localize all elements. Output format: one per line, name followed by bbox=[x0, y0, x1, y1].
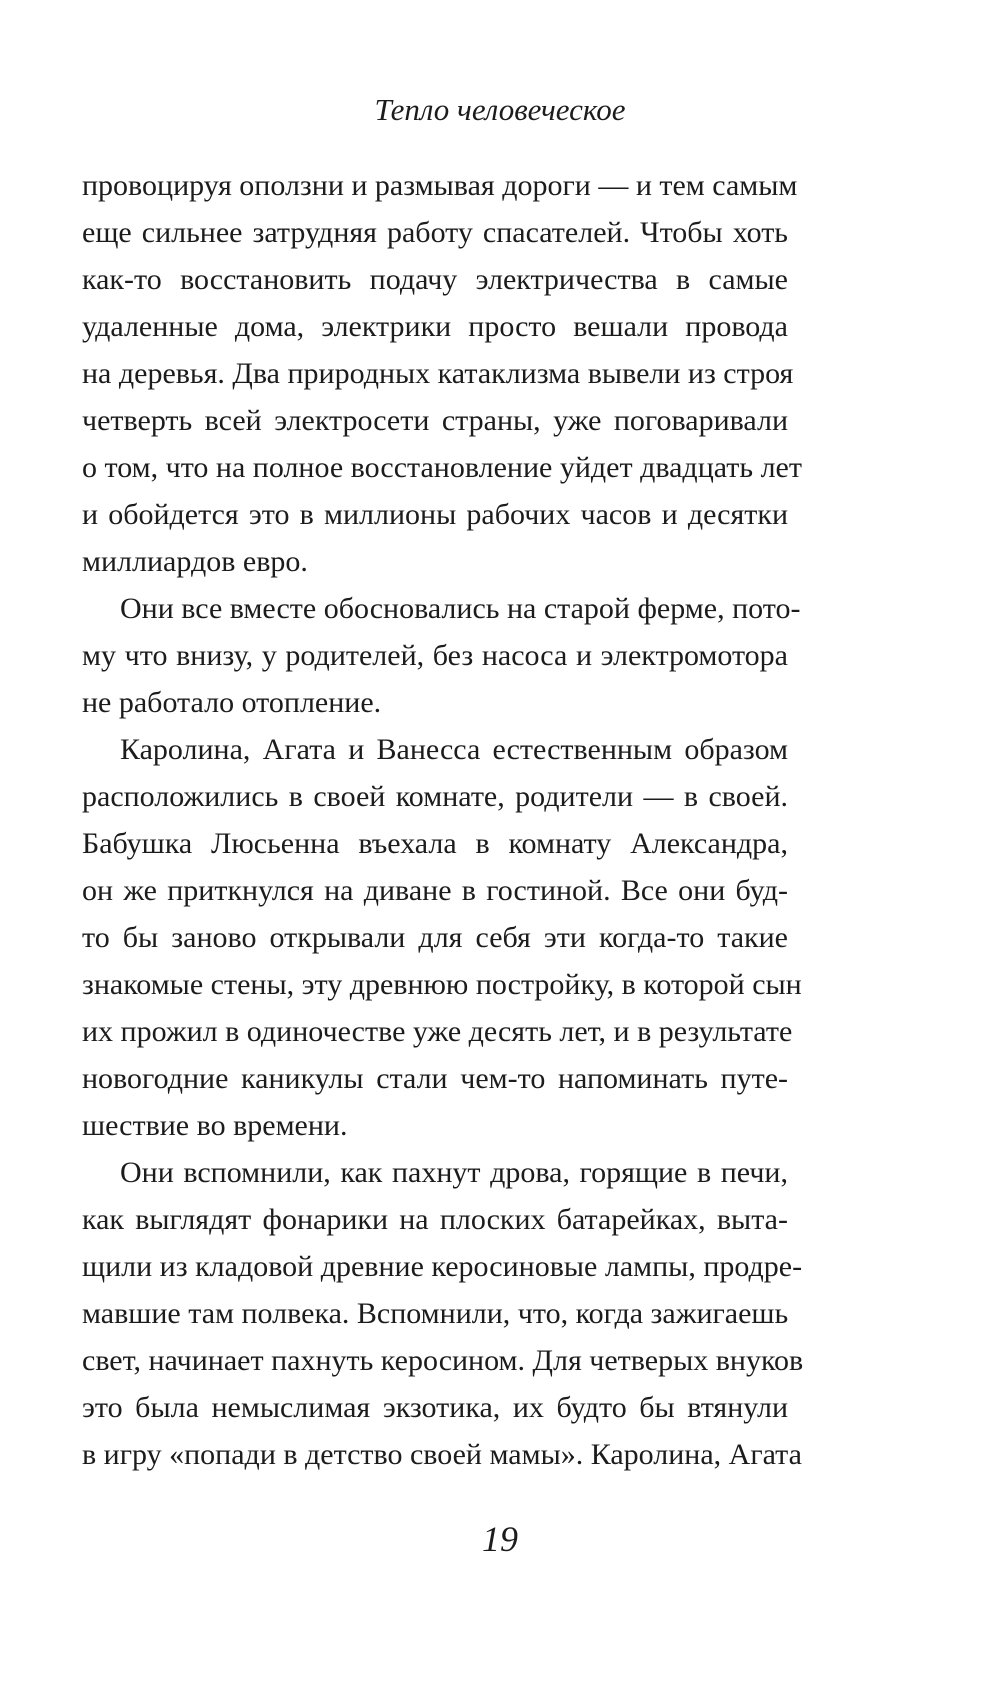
text-line: миллиардов евро. bbox=[82, 545, 308, 578]
text-line: как выглядят фонарики на плоских батарейках, выта- bbox=[82, 1203, 788, 1236]
text-line: удаленные дома, электрики просто вешали провода bbox=[82, 310, 788, 343]
paragraph bbox=[82, 162, 802, 585]
text-line: провоцируя оползни и размывая дороги — и тем самым bbox=[82, 169, 798, 202]
text-line: не работало отопление. bbox=[82, 686, 382, 719]
paragraph bbox=[82, 726, 802, 1149]
text-line: четверть всей электросети страны, уже поговаривали bbox=[82, 404, 788, 437]
text-line: еще сильнее затрудняя работу спасателей. Чтобы хоть bbox=[82, 216, 788, 249]
text-line: му что внизу, у родителей, без насоса и электромотора bbox=[82, 639, 788, 672]
text-line: на деревья. Два природных катаклизма вывели из строя bbox=[82, 357, 794, 390]
text-line: Бабушка Люсьенна въехала в комнату Александра, bbox=[82, 827, 788, 860]
paragraph bbox=[82, 1149, 804, 1478]
text-line: новогодние каникулы стали чем-то напоминать путе- bbox=[82, 1062, 788, 1095]
text-line: о том, что на полное восстановление уйдет двадцать лет bbox=[82, 451, 802, 484]
text-line: в игру «попади в детство своей мамы». Каролина, Агата bbox=[82, 1438, 802, 1471]
text-line: как-то восстановить подачу электричества в самые bbox=[82, 263, 788, 296]
text-line: расположились в своей комнате, родители — в своей. bbox=[82, 780, 788, 813]
text-line: знакомые стены, эту древнюю постройку, в которой сын bbox=[82, 968, 802, 1001]
text-line: это была немыслимая экзотика, их будто бы втянули bbox=[82, 1391, 788, 1424]
paragraph bbox=[82, 585, 801, 726]
body-text bbox=[82, 162, 804, 1478]
text-line: щили из кладовой древние керосиновые лампы, продре- bbox=[82, 1250, 803, 1283]
text-line: и обойдется это в миллионы рабочих часов и десятки bbox=[82, 498, 788, 531]
text-line: Они все вместе обосновались на старой ферме, пото- bbox=[120, 592, 801, 625]
text-line: свет, начинает пахнуть керосином. Для четверых внуков bbox=[82, 1344, 804, 1377]
text-line: Каролина, Агата и Ванесса естественным образом bbox=[120, 733, 788, 766]
text-line: он же приткнулся на диване в гостиной. Все они буд- bbox=[82, 874, 788, 907]
page-number: 19 bbox=[482, 1519, 518, 1559]
text-line: то бы заново открывали для себя эти когда-то такие bbox=[82, 921, 788, 954]
text-line: мавшие там полвека. Вспомнили, что, когда зажигаешь bbox=[82, 1297, 789, 1330]
running-head: Тепло человеческое bbox=[374, 92, 626, 127]
text-line: их прожил в одиночестве уже десять лет, и в результате bbox=[82, 1015, 793, 1048]
text-line: Они вспомнили, как пахнут дрова, горящие в печи, bbox=[120, 1156, 788, 1189]
text-line: шествие во времени. bbox=[82, 1109, 348, 1142]
